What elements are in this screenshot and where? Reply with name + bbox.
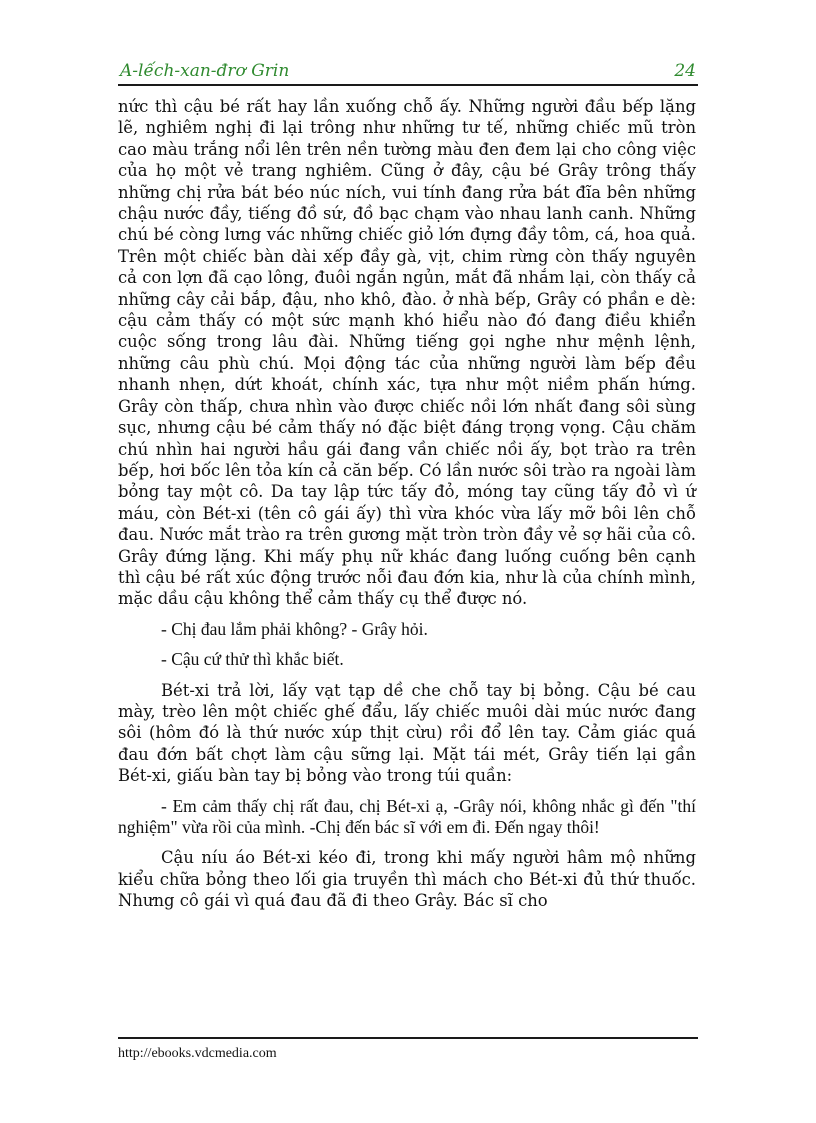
paragraph-kitchen-scene: nức thì cậu bé rất hay lần xuống chỗ ấy. Những người đầu bếp lặng lẽ, nghiêm nghị đi lại trông như những tư tế, những chiếc mũ tròn cao màu trắng nổi lên trên nền tường màu đen đem lại cho công việc của họ một vẻ trang nghiêm. Cũng ở đây, cậu bé Grây trông thấy những chị rửa bát béo núc ních, vui tính đang rửa bát đĩa bên những chậu nước đầy, tiếng đồ sứ, đồ bạc chạm vào nhau lanh canh. Những chú bé còng lưng vác những chiếc giỏ lớn đựng đầy tôm, cá, hoa quả. Trên một chiếc bàn dài xếp đầy gà, vịt, chim rừng còn thấy nguyên cả con lợn đã cạo lông, đuôi ngắn ngủn, mắt đã nhắm lại, còn thấy cả những cây cải bắp, đậu, nho khô, đào. ở nhà bếp, Grây có phần e dè: cậu cảm thấy có một sức mạnh khó hiểu nào đó đang điều khiển cuộc sống trong lâu đài. Những tiếng gọi nghe như mệnh lệnh, những câu phù chú. Mọi động tác của những người làm bếp đều nhanh nhẹn, dứt khoát, chính xác, tựa như một niềm phấn hứng. Grây còn thấp, chưa nhìn vào được chiếc nồi lớn nhất đang sôi sùng sục, nhưng cậu bé cảm thấy nó đặc biệt đáng trọng vọng. Cậu chăm chú nhìn hai người hầu gái đang vần chiếc nồi ấy, bọt trào ra trên bếp, hơi bốc lên tỏa kín cả căn bếp. Có lần nước sôi trào ra ngoài làm bỏng tay một cô. Da tay lập tức tấy đỏ, móng tay cũng tấy đỏ vì ứ máu, còn Bét-xi (tên cô gái ấy) thì vừa khóc vừa lấy mỡ bôi lên chỗ đau. Nước mắt trào ra trên gương mặt tròn tròn đầy vẻ sợ hãi của cô. Grây đứng lặng. Khi mấy phụ nữ khác đang luống cuống bên cạnh thì cậu bé rất xúc động trước nỗi đau đớn kia, như là của chính mình, mặc dầu cậu không thể cảm thấy cụ thể được nó. [118, 97, 696, 609]
paragraph-grey-experiment: Bét-xi trả lời, lấy vạt tạp dề che chỗ tay bị bỏng. Cậu bé cau mày, trèo lên một chiếc ghế đẩu, lấy chiếc muôi dài múc nước đang sôi (hôm đó là thứ nước xúp thịt cừu) rồi đổ lên tay. Cảm giác quá đau đớn bất chợt làm cậu sững lại. Mặt tái mét, Grây tiến lại gần Bét-xi, giấu bàn tay bị bỏng vào trong túi quần: [118, 680, 696, 786]
running-header [118, 58, 698, 86]
paragraph-to-doctor: Cậu níu áo Bét-xi kéo đi, trong khi mấy người hâm mộ những kiểu chữa bỏng theo lối gia truyền thì mách cho Bét-xi đủ thứ thuốc. Nhưng cô gái vì quá đau đã đi theo Grây. Bác sĩ cho [118, 848, 696, 911]
paragraph-grey-speaks: - Em cảm thấy chị rất đau, chị Bét-xi ạ, -Grây nói, không nhắc gì đến "thí nghiệm" vừa rồi của mình. -Chị đến bác sĩ với em đi. Đến ngay thôi! [118, 795, 696, 837]
paragraph-grey-question: - Chị đau lắm phải không? - Grây hỏi. [161, 618, 428, 639]
paragraph-betsy-reply: - Cậu cứ thử thì khắc biết. [161, 649, 344, 670]
page-footer [118, 1037, 698, 1062]
book-title: A-lếch-xan-đrơ Grin [120, 61, 290, 81]
page-number: 24 [674, 61, 696, 81]
page-body [118, 96, 696, 921]
source-url-link[interactable]: http://ebooks.vdcmedia.com [118, 1046, 277, 1061]
